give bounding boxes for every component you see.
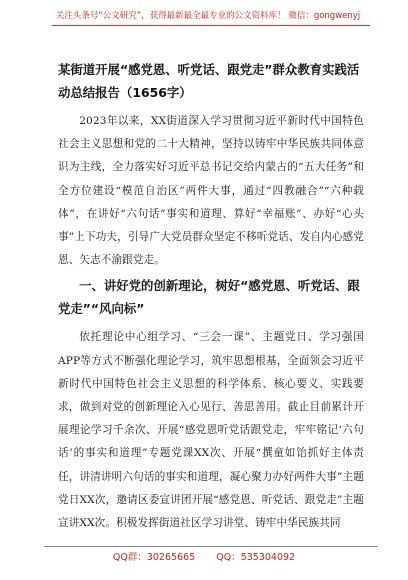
bottom-divider: [44, 546, 378, 547]
qq-contact-label: QQ：535304092: [216, 552, 296, 563]
top-divider: [52, 25, 370, 26]
bottom-contact: [0, 551, 408, 565]
top-banner: 关注头条号“公文研究”，获得最新最全最专业的公文资料库！ 微信：gongwenyj: [55, 11, 361, 21]
section-paragraph: 依托理论中心组学习、“三会一课”、主题党日、学习强国APP等方式不断强化理论学习，筑牢思想根基，全面领会习近平新时代中国特色社会主义思想的科学体系、核心要义、实践要求，做到对党的创新理论入心见行、善思善用。截止目前累计开展理论学习千余次、开展“感党恩听党话跟党走，牢牢铭记‘六句话’的事实和道理”专题党课XX次、开展“撰童如饴抓好主体责任，讲清讲明六句话的事实和道理，凝心聚力办好两件大事”主题党日XX次，邀请区委宣讲团开展“感党恩、听党话、跟党走”主题宣讲XX次。积极发挥街道社区学习讲堂、铸牢中华民族共同: [58, 331, 364, 530]
intro-paragraph: 2023年以来，XX街道深入学习贯彻习近平新时代中国特色社会主义思想和党的二十大精神，坚持以铸牢中华民族共同体意识为主线，全力落实好习近平总书记交给内蒙古的“五大任务”和全方位建设“模范自治区”两件大事，通过“四教融合”“六种载体”，在讲好“六句话”事实和道理、算好“幸福账”、办好“心头事”上下功夫，引导广大党员群众坚定不移听党话、发自内心感党恩、矢志不渝跟党走。: [58, 115, 364, 267]
document-title: 某街道开展“感党恩、听党话、跟党走”群众教育实践活动总结报告（1656字）: [58, 62, 360, 100]
section-heading: 一、讲好党的创新理论，树好“感党恩、听党话、跟党走”“风向标”: [58, 278, 360, 317]
qq-group-label: QQ群：30265665: [112, 552, 196, 563]
